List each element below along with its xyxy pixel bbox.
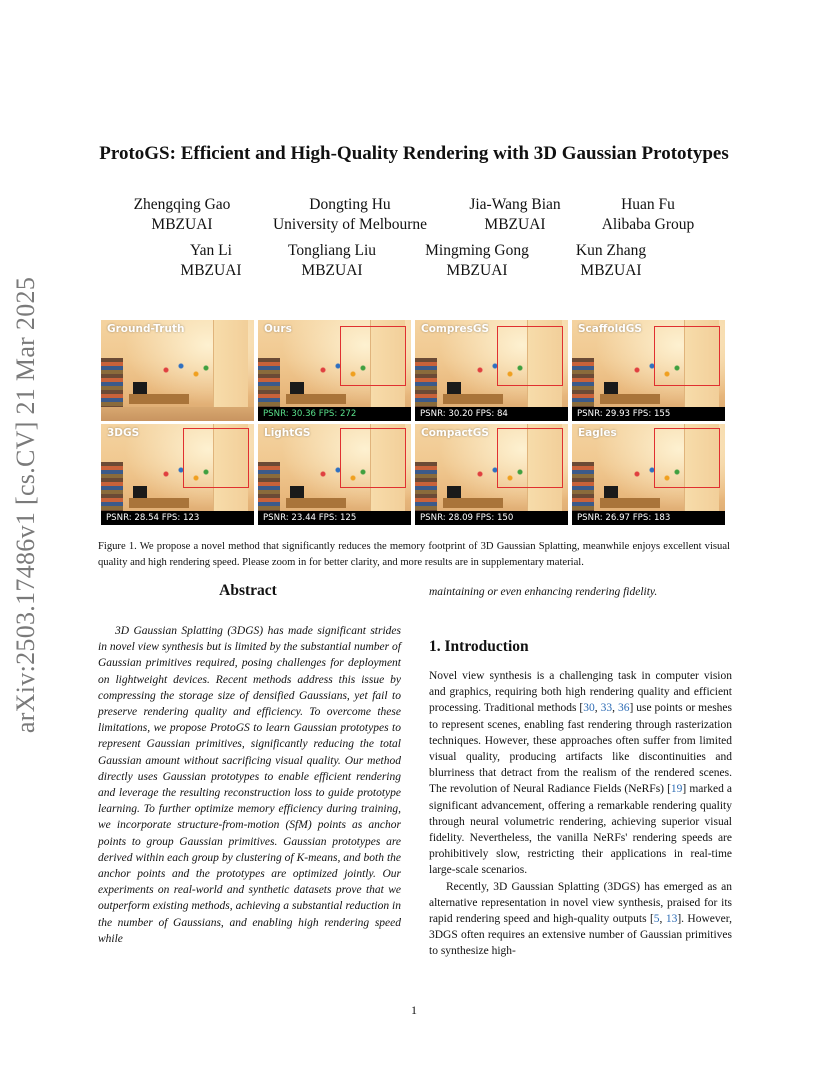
panel-label: LightGS — [264, 427, 311, 439]
author-block — [180, 241, 241, 281]
author-affiliation: University of Melbourne — [272, 216, 428, 233]
panel-label: Ours — [264, 323, 292, 335]
author-block — [602, 195, 695, 235]
panel-label: ScaffoldGS — [578, 323, 642, 335]
author-block — [288, 241, 376, 281]
author-name: Zhengqing Gao — [133, 196, 231, 213]
panel-stats: PSNR: 28.09 FPS: 150 — [415, 511, 568, 525]
author-affiliation: Alibaba Group — [601, 216, 695, 233]
page-number: 1 — [411, 1003, 417, 1017]
arxiv-sidebar — [2, 240, 50, 770]
intro-paragraph: Novel view synthesis is a challenging task in computer vision and graphics, requiring both high rendering quality and efficient processing. Traditional methods [30, 33, 36] use points or meshes to represent scenes, enabling fast rendering through rasterization techniques. However, these approaches often suffer from limited visual quality, producing artifacts like discontinuities and blurriness that detract from the realism of the rendered scenes. The revolution of Neural Radiance Fields (NeRFs) [19] marked a significant advancement, offering a remarkable rendering quality through neural volumetric rendering, achieving superior visual fidelity. Nevertheless, the vanilla NeRFs' rendering speeds are prohibitively slow, restricting their applications in real-time large-scale scenarios. — [429, 670, 733, 877]
figure-caption: Figure 1. We propose a novel method that significantly reduces the memory footprint of 3D Gaussian Splatting, meanwhile enjoys excellent visual quality and high rendering speed. Please zoom in for better clarity, and more results are in supplementary material. — [98, 541, 730, 568]
author-name: Dongting Hu — [309, 196, 391, 213]
figure-panel — [572, 424, 725, 525]
introduction-heading: 1. Introduction — [429, 638, 529, 655]
panel-stats: PSNR: 30.20 FPS: 84 — [415, 407, 568, 421]
intro-paragraph: Recently, 3D Gaussian Splatting (3DGS) has emerged as an alternative representation in novel view synthesis, praised for its rapid rendering speed and high-quality outputs [5, 13]. However, 3DGS often requires an extensive number of Gaussian primitives to synthesize high- — [429, 880, 732, 958]
abstract-body — [98, 623, 401, 947]
panel-label: CompactGS — [421, 427, 489, 439]
figure-panel — [258, 424, 411, 525]
author-affiliation: MBZUAI — [151, 216, 213, 233]
figure-panel — [415, 424, 568, 525]
figure-panel — [101, 320, 254, 421]
author-affiliation: MBZUAI — [301, 262, 363, 279]
author-name: Jia-Wang Bian — [469, 196, 561, 213]
panel-label: CompresGS — [421, 323, 490, 335]
author-affiliation: MBZUAI — [484, 216, 546, 233]
panel-label: Eagles — [578, 427, 617, 439]
zoom-highlight-box — [654, 428, 720, 488]
panel-stats: PSNR: 29.93 FPS: 155 — [572, 407, 725, 421]
zoom-highlight-box — [340, 428, 406, 488]
zoom-highlight-box — [497, 428, 563, 488]
author-name: Tongliang Liu — [287, 242, 377, 259]
arxiv-identifier: arXiv:2503.17486v1 [cs.CV] 21 Mar 2025 — [11, 276, 40, 734]
author-affiliation: MBZUAI — [180, 262, 242, 279]
panel-stats: PSNR: 30.36 FPS: 272 — [258, 407, 411, 421]
citation-link[interactable]: 30 — [583, 702, 595, 715]
author-affiliation: MBZUAI — [580, 262, 642, 279]
abstract-continuation: maintaining or even enhancing rendering fidelity. — [429, 586, 658, 598]
zoom-highlight-box — [654, 326, 720, 386]
citation-link[interactable]: 36 — [617, 702, 630, 715]
author-name: Huan Fu — [621, 196, 675, 213]
figure-panel — [258, 320, 411, 421]
citation-link[interactable]: 13 — [665, 913, 678, 926]
abstract-text: 3D Gaussian Splatting (3DGS) has made significant strides in novel view synthesis but is limited by the substantial number of Gaussian primitives required, posing challenges for deployment on lightweight devices. Recent methods address this issue by compressing the storage size of densified Gaussians, yet fail to preserve rendering quality and efficiency. To overcome these limitations, we propose ProtoGS to learn Gaussian prototypes to represent Gaussian primitives, significantly reducing the total Gaussian amount without sacrificing visual quality. Our method directly uses Gaussian prototypes to enable efficient rendering and leverage the resulting reconstruction loss to guide prototype learning. To further optimize memory efficiency during training, we incorporate structure-from-motion (SfM) points as anchor points to group Gaussian primitives. Gaussian prototypes are derived within each group by clustering of K-means, and both the anchor points and the prototypes are optimized jointly. Our experiments on real-world and synthetic datasets prove that we outperform existing methods, achieving a substantial reduction in the number of Gaussians, and enabling high rendering speed while — [98, 625, 401, 945]
author-affiliation: MBZUAI — [446, 262, 508, 279]
citation-link[interactable]: 33 — [600, 702, 613, 715]
zoom-highlight-box — [340, 326, 406, 386]
author-name: Mingming Gong — [425, 242, 529, 259]
figure-panel — [572, 320, 725, 421]
citation-link[interactable]: 5 — [653, 913, 660, 926]
author-block — [134, 195, 231, 235]
introduction-body — [429, 668, 732, 960]
author-name: Kun Zhang — [575, 242, 647, 259]
panel-label: 3DGS — [107, 427, 140, 439]
panel-label: Ground-Truth — [107, 323, 185, 335]
paper-title: ProtoGS: Efficient and High-Quality Rendering with 3D Gaussian Prototypes — [99, 143, 729, 164]
author-block — [576, 241, 646, 281]
zoom-highlight-box — [497, 326, 563, 386]
figure-panel — [101, 424, 254, 525]
panel-stats: PSNR: 26.97 FPS: 183 — [572, 511, 725, 525]
author-block — [425, 241, 529, 281]
author-name: Yan Li — [190, 242, 232, 259]
abstract-heading: Abstract — [219, 582, 277, 599]
citation-link[interactable]: 19 — [670, 783, 683, 796]
panel-stats: PSNR: 28.54 FPS: 123 — [101, 511, 254, 525]
author-block — [273, 195, 427, 235]
zoom-highlight-box — [183, 428, 249, 488]
panel-stats: PSNR: 23.44 FPS: 125 — [258, 511, 411, 525]
figure-1 — [101, 320, 726, 525]
author-block — [469, 195, 560, 235]
figure-panel — [415, 320, 568, 421]
